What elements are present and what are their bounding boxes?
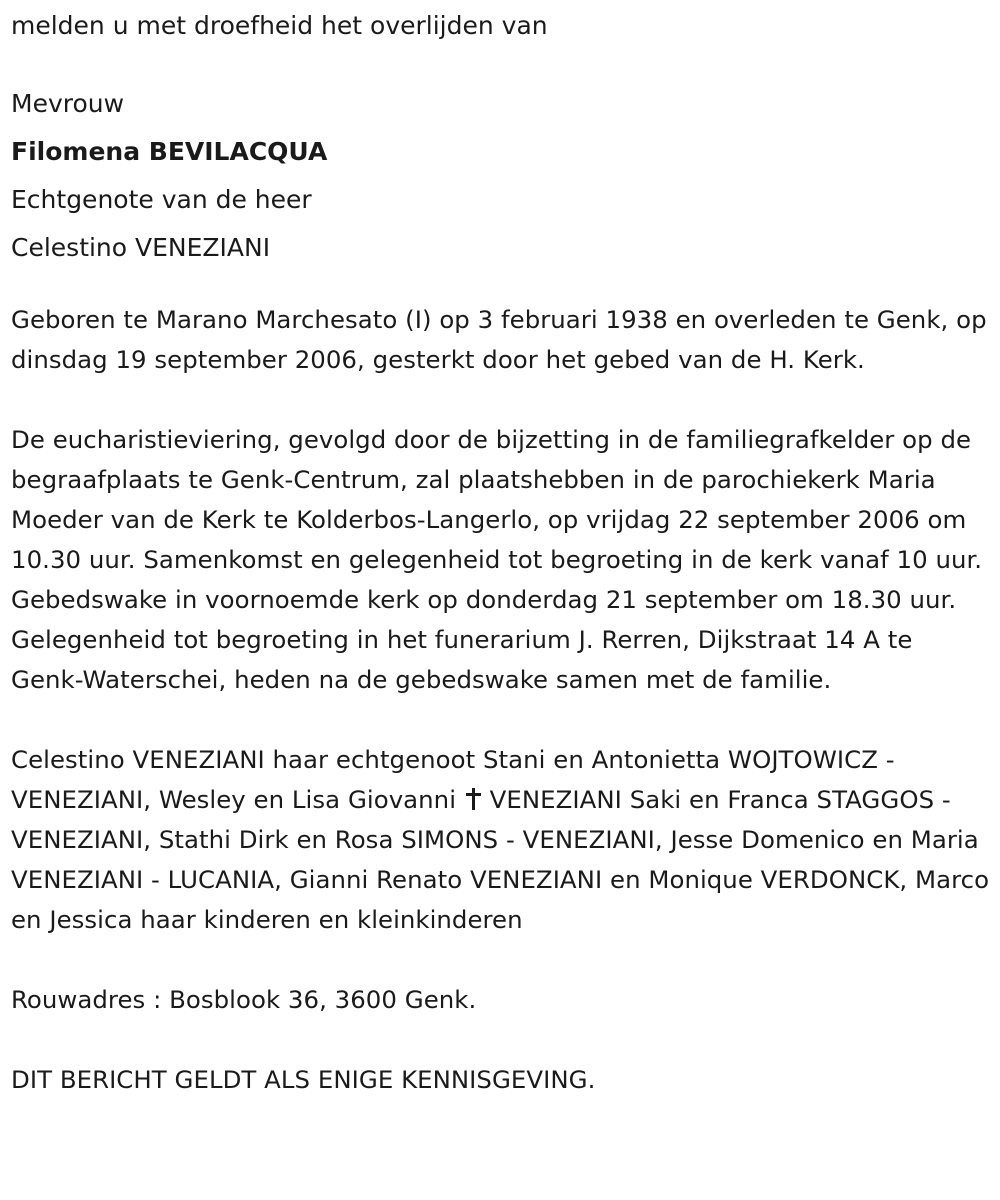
intro-text: melden u met droefheid het overlijden van [11, 11, 548, 40]
spouse-intro: Echtgenote van de heer [11, 185, 312, 214]
spouse-name: Celestino VENEZIANI [11, 233, 271, 262]
birth-death-paragraph: Geboren te Marano Marchesato (I) op 3 februari 1938 en overleden te Genk, op dinsdag 19 september 2006, gesterkt door het gebed van de H. Kerk. [11, 305, 987, 374]
family-paragraph [11, 740, 990, 940]
salutation: Mevrouw [11, 89, 125, 118]
mourning-address: Rouwadres : Bosblook 36, 3600 Genk. [11, 985, 477, 1014]
cross-icon [466, 788, 480, 810]
family-text-part2: VENEZIANI Saki en Franca STAGGOS - VENEZIANI, Stathi Dirk en Rosa SIMONS - VENEZIANI, Jesse Domenico en Maria VENEZIANI - LUCANIA, Gianni Renato VENEZIANI en Monique VERDONCK, Marco en Jessica haar kinderen en kleinkinderen [11, 785, 990, 934]
notice-text: DIT BERICHT GELDT ALS ENIGE KENNISGEVING. [11, 1065, 596, 1094]
family-text-part1: Celestino VENEZIANI haar echtgenoot Stani en Antonietta WOJTOWICZ - VENEZIANI, Wesley en Lisa Giovanni [11, 745, 895, 814]
deceased-name: Filomena BEVILACQUA [11, 137, 328, 166]
ceremony-paragraph: De eucharistieviering, gevolgd door de bijzetting in de familiegrafkelder op de begraafplaats te Genk-Centrum, zal plaatshebben in de parochiekerk Maria Moeder van de Kerk te Kolderbos-Langerlo, op vrijdag 22 september 2006 om 10.30 uur. Samenkomst en gelegenheid tot begroeting in de kerk vanaf 10 uur. Gebedswake in voornoemde kerk op donderdag 21 september om 18.30 uur. Gelegenheid tot begroeting in het funerarium J. Rerren, Dijkstraat 14 A te Genk-Waterschei, heden na de gebedswake samen met de familie. [11, 425, 983, 694]
